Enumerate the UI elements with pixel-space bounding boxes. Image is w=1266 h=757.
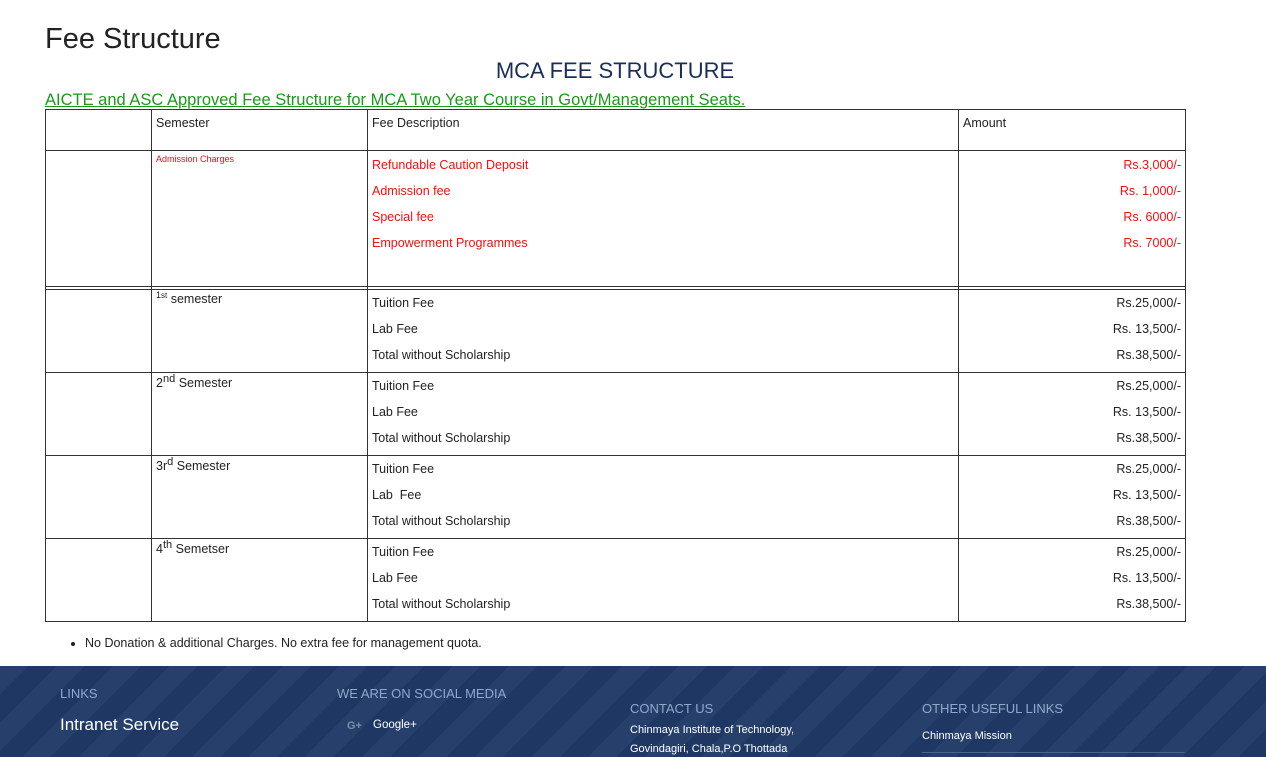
section-title: MCA FEE STRUCTURE: [495, 58, 735, 83]
fee-amount: Rs. 13,500/-: [1112, 488, 1181, 502]
fee-desc: Total without Scholarship: [372, 348, 511, 362]
fee-amount: Rs.25,000/-: [1116, 379, 1181, 393]
semester-cell: 2nd Semester: [152, 373, 368, 456]
fee-amount: Rs.38,500/-: [1116, 348, 1181, 362]
contact-address-line: Chinmaya Institute of Technology,: [630, 724, 795, 736]
fee-amount: Rs.25,000/-: [1116, 462, 1181, 476]
footer: [0, 666, 1266, 757]
intranet-service-link[interactable]: Intranet Service: [60, 715, 180, 734]
fee-amount: Rs. 13,500/-: [1112, 571, 1181, 585]
header-cell: [46, 110, 152, 151]
fee-amount: Rs.38,500/-: [1116, 514, 1181, 528]
notes-list: [45, 636, 482, 650]
fee-desc: Special fee: [372, 210, 434, 224]
fee-desc: Lab Fee: [372, 405, 418, 419]
fee-amount: Rs. 7000/-: [1123, 236, 1181, 250]
table-header-row: [46, 110, 1186, 151]
footer-links-heading: LINKS: [60, 686, 98, 701]
semester-cell: $3r^d$ Semester: [152, 456, 368, 539]
footer-useful-heading: OTHER USEFUL LINKS: [922, 701, 1064, 716]
chinmaya-mission-link[interactable]: Chinmaya Mission: [922, 730, 1012, 742]
fee-amount: Rs. 13,500/-: [1112, 405, 1181, 419]
fee-amount: Rs.3,000/-: [1123, 158, 1181, 172]
fee-desc: Refundable Caution Deposit: [372, 158, 529, 172]
header-cell: Fee Description: [368, 110, 959, 151]
footer-social-heading: WE ARE ON SOCIAL MEDIA: [337, 686, 507, 701]
fee-amount: Rs.38,500/-: [1116, 431, 1181, 445]
fee-desc: Lab Fee: [372, 571, 418, 585]
list-item: • No Donation & additional Charges. No extra fee for management quota.: [85, 636, 482, 650]
fee-subheading: AICTE and ASC Approved Fee Structure for MCA Two Year Course in Govt/Management Seats.: [45, 91, 746, 109]
fee-desc: Tuition Fee: [372, 545, 435, 559]
header-cell: Semester: [152, 110, 368, 151]
fee-desc: Lab Fee: [372, 488, 422, 502]
semester-cell: 4th Semetser: [152, 539, 368, 622]
fee-desc: Tuition Fee: [372, 379, 435, 393]
contact-address-line: Govindagiri, Chala,P.O Thottada: [630, 743, 788, 755]
google-plus-link[interactable]: Google+: [373, 719, 417, 731]
fee-amount: Rs.25,000/-: [1116, 296, 1181, 310]
table-row: [46, 290, 1186, 373]
table-row: [46, 456, 1186, 539]
page-title: Fee Structure: [45, 23, 221, 56]
fee-desc: Total without Scholarship: [372, 431, 511, 445]
fee-desc: Total without Scholarship: [372, 597, 511, 611]
fee-amount: Rs. 13,500/-: [1112, 322, 1181, 336]
fee-amount: Rs. 6000/-: [1123, 210, 1181, 224]
table-row: [46, 539, 1186, 622]
fee-amount: Rs.25,000/-: [1116, 545, 1181, 559]
footer-divider: [922, 752, 1185, 753]
fee-desc: Total without Scholarship: [372, 514, 511, 528]
fee-amount: Rs.38,500/-: [1116, 597, 1181, 611]
google-plus-icon[interactable]: G+: [347, 720, 362, 732]
fee-desc: Tuition Fee: [372, 296, 435, 310]
fee-desc: Empowerment Programmes: [372, 236, 528, 250]
admission-charges-label: Admission Charges: [156, 154, 235, 164]
table-row: [46, 373, 1186, 456]
fee-desc: Admission fee: [372, 184, 451, 198]
table-row: [46, 151, 1186, 287]
footer-contact-heading: CONTACT US: [630, 701, 714, 716]
fee-desc: Tuition Fee: [372, 462, 435, 476]
fee-amount: Rs. 1,000/-: [1119, 184, 1181, 198]
header-cell: Amount: [959, 110, 1186, 151]
fee-desc: Lab Fee: [372, 322, 418, 336]
semester-cell: $^{1st}$ semester: [152, 290, 368, 373]
fee-table: [45, 109, 1186, 622]
